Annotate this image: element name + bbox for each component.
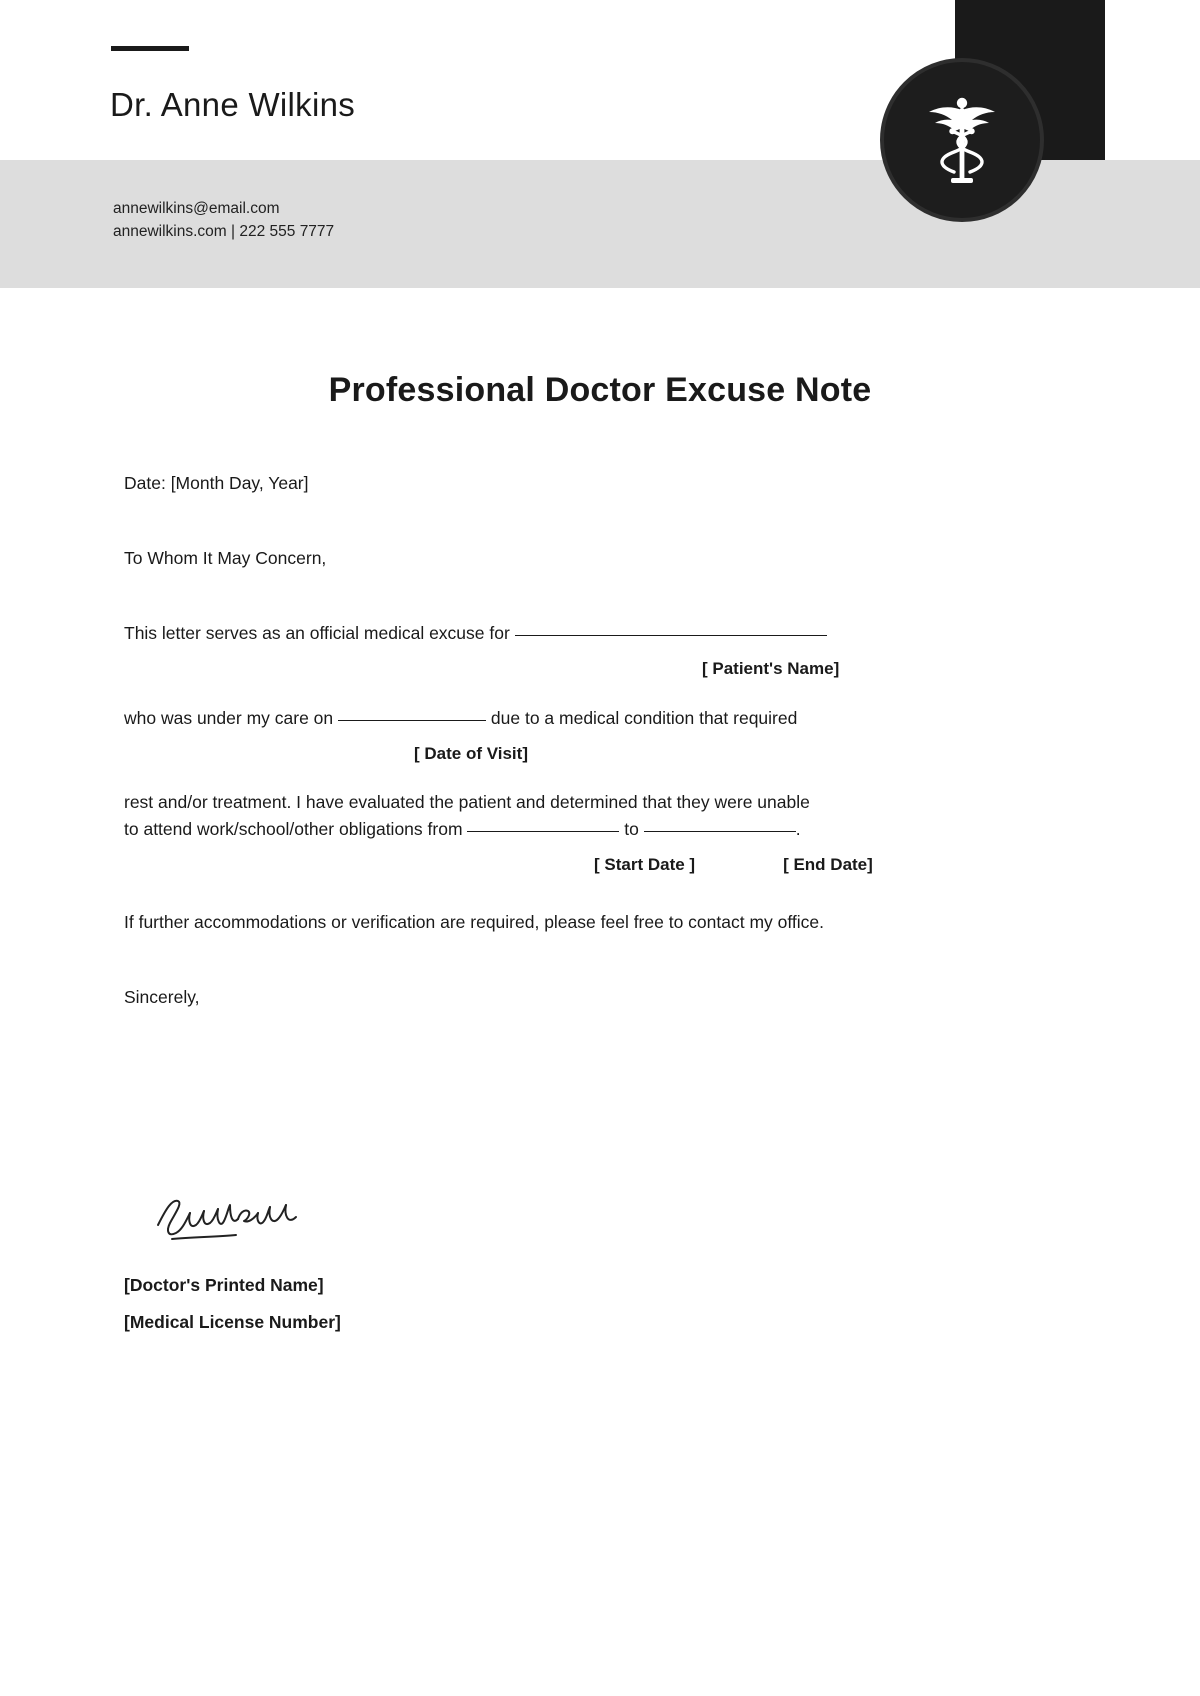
header-accent-rule xyxy=(111,46,189,51)
patient-name-blank[interactable] xyxy=(515,635,827,636)
para3-text-mid: to xyxy=(624,819,639,840)
para3-text-end: . xyxy=(795,819,801,840)
para3-text-before: to attend work/school/other obligations from xyxy=(124,819,463,840)
caption-date-range xyxy=(594,852,989,878)
doctor-printed-name: [Doctor's Printed Name] xyxy=(124,1275,324,1295)
paragraph-obligations-line2 xyxy=(124,816,989,843)
contact-website-phone[interactable]: annewilkins.com | 222 555 7777 xyxy=(113,223,335,240)
paragraph-obligations-line1: rest and/or treatment. I have evaluated the patient and determined that they were unable xyxy=(124,792,810,813)
para2-text-after: due to a medical condition that required xyxy=(490,707,798,728)
paragraph-excuse-for xyxy=(124,620,989,647)
caduceus-badge xyxy=(880,58,1044,222)
document-title: Professional Doctor Excuse Note xyxy=(328,371,872,409)
caption-start-date: [ Start Date ] xyxy=(594,855,696,875)
caption-patient-name: [ Patient's Name] xyxy=(702,659,840,679)
medical-license-number: [Medical License Number] xyxy=(124,1312,341,1332)
visit-date-blank[interactable] xyxy=(338,720,486,721)
start-date-blank[interactable] xyxy=(467,831,619,832)
date-line: Date: [Month Day, Year] xyxy=(124,473,309,493)
contact-email[interactable]: annewilkins@email.com xyxy=(113,200,280,217)
closing: Sincerely, xyxy=(124,986,200,1007)
paragraph-care-date xyxy=(124,705,989,732)
salutation: To Whom It May Concern, xyxy=(124,548,327,569)
para2-text-before: who was under my care on xyxy=(124,707,334,728)
contact-details xyxy=(113,197,334,243)
caduceus-icon xyxy=(916,92,1008,188)
letter-body xyxy=(124,470,989,1011)
end-date-blank[interactable] xyxy=(644,831,796,832)
caption-date-of-visit: [ Date of Visit] xyxy=(414,743,528,763)
doctor-name: Dr. Anne Wilkins xyxy=(110,86,356,123)
paragraph-accommodations: If further accommodations or verification are required, please feel free to contact my office. xyxy=(124,911,825,932)
para1-text: This letter serves as an official medical excuse for xyxy=(124,623,510,644)
signature-mark xyxy=(150,1185,310,1252)
caption-end-date: [ End Date] xyxy=(783,855,873,875)
